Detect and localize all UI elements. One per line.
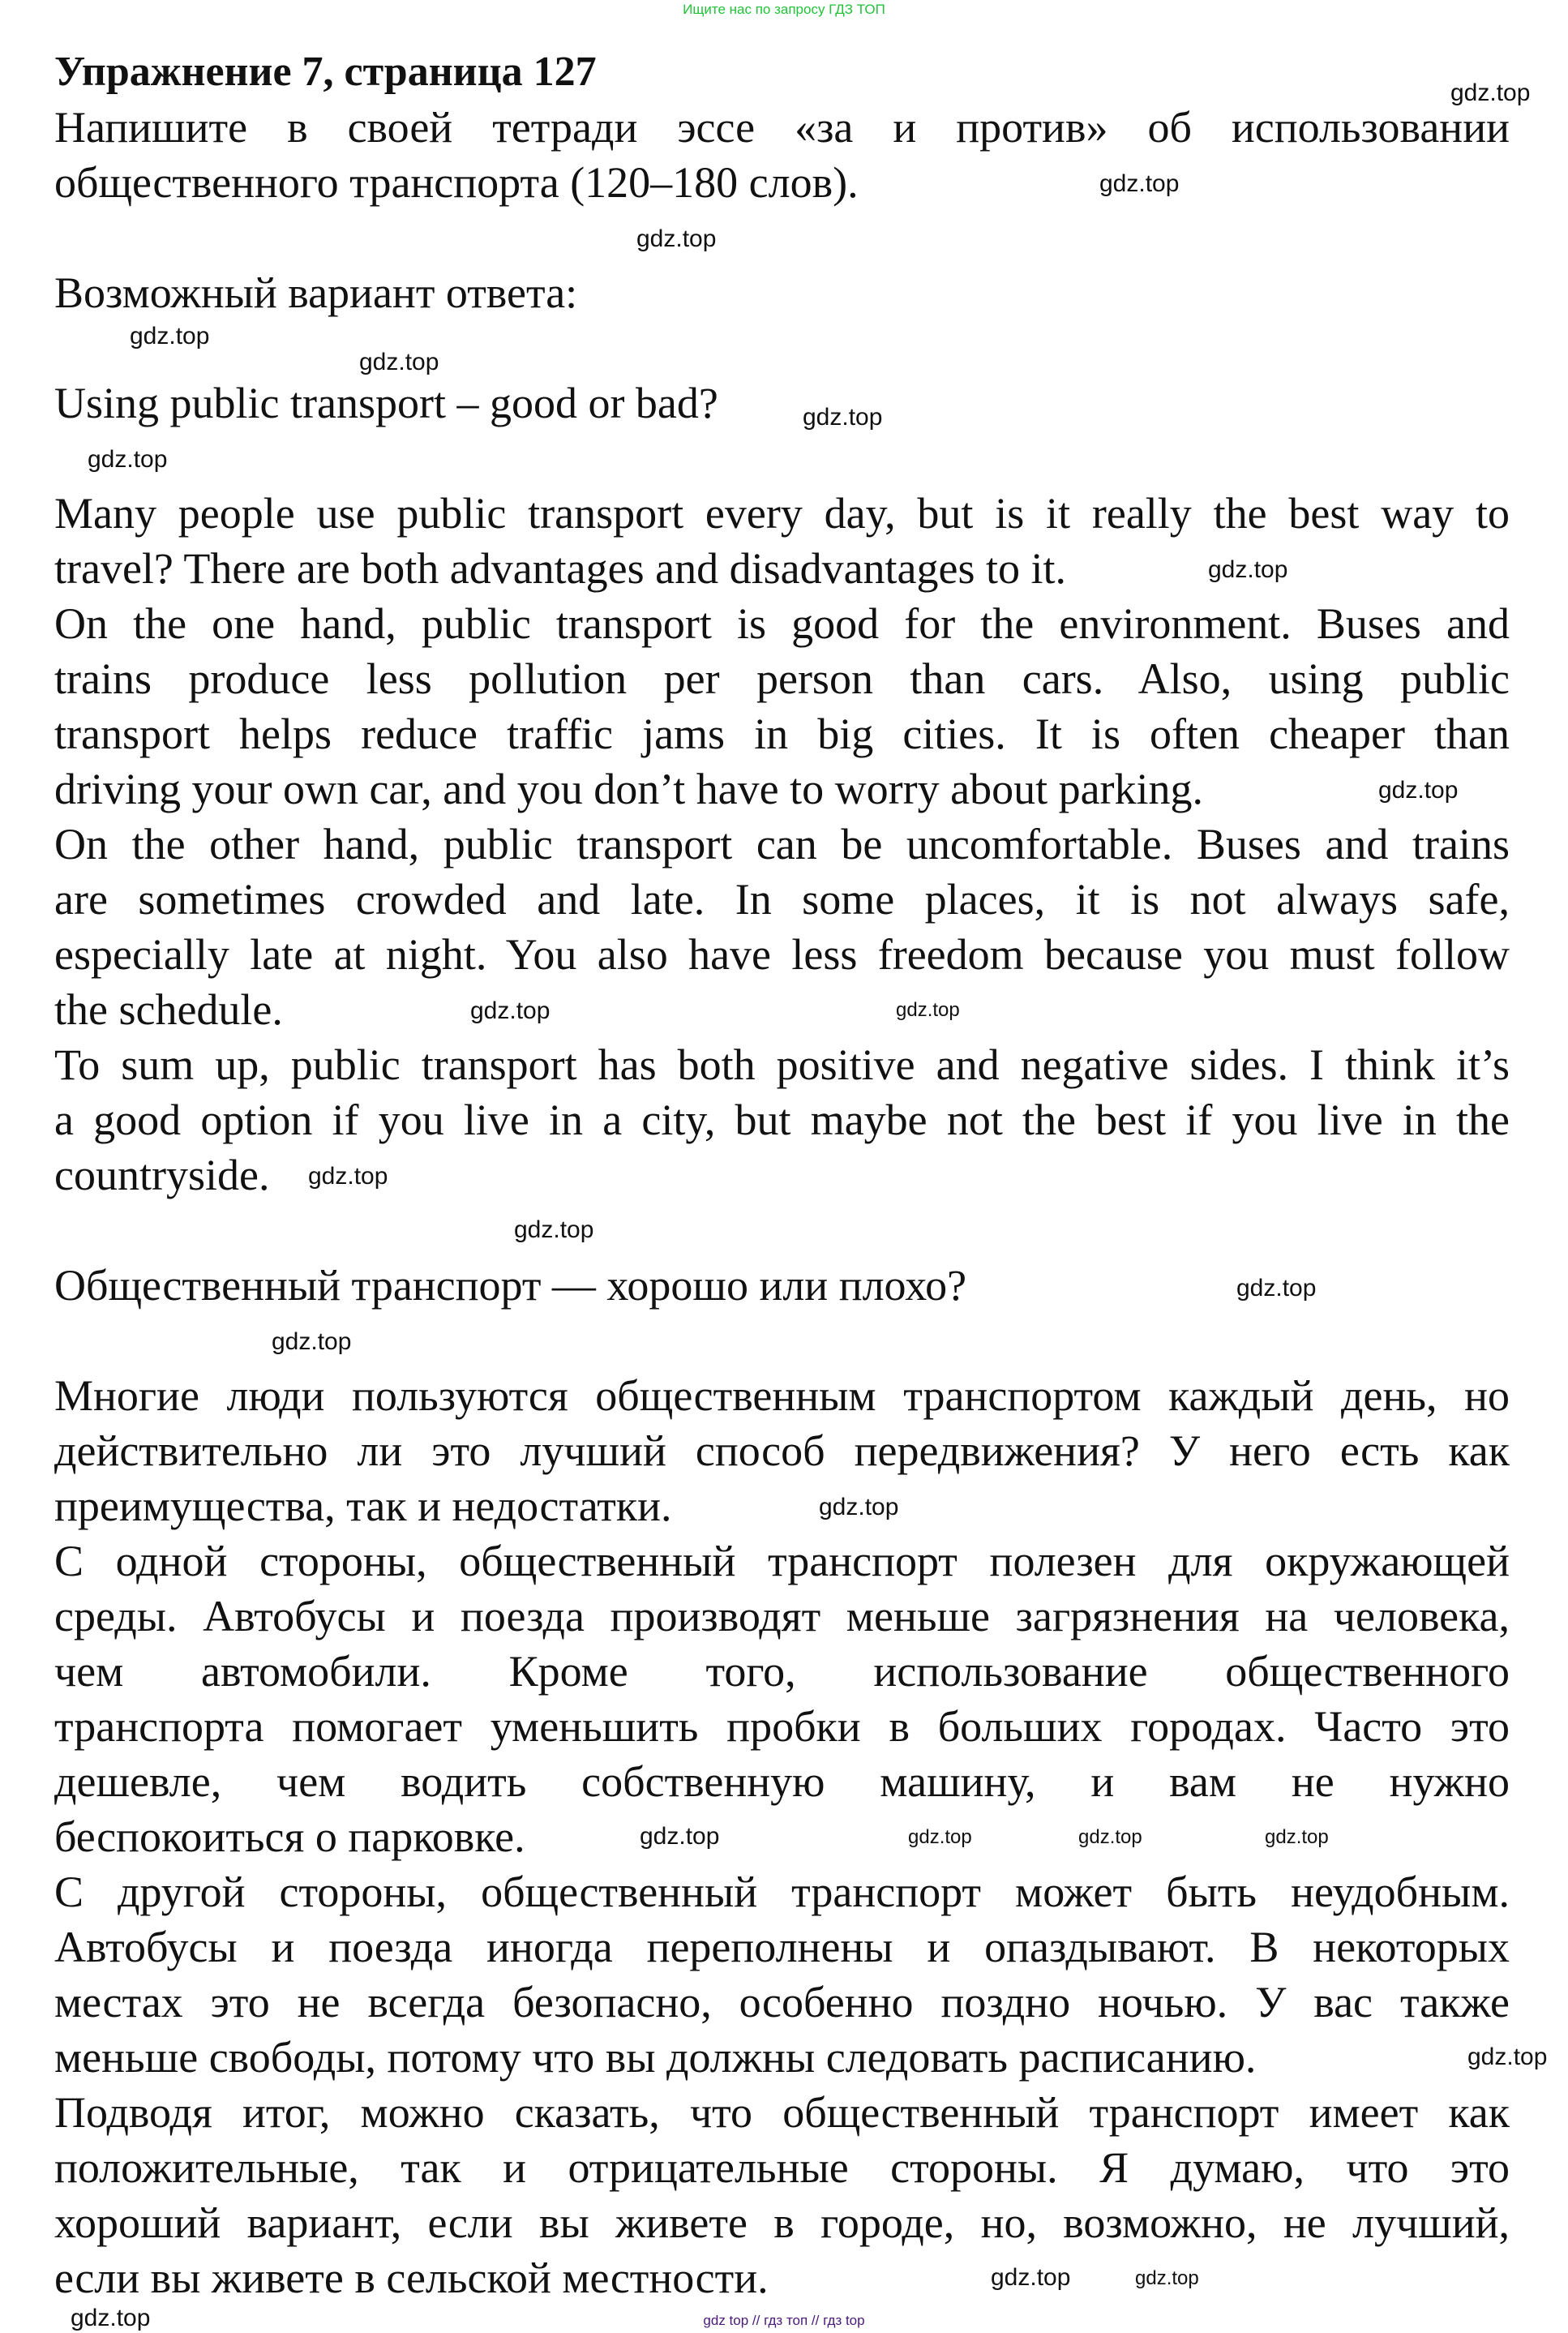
text-line: On the one hand, public transport is good for the environment. Buses and — [54, 599, 1510, 648]
watermark-text: gdz.top — [1208, 556, 1288, 583]
document-body — [54, 45, 1510, 2305]
text-line: действительно ли это лучший способ передвижения? У него есть как — [54, 1426, 1510, 1475]
page-title: Упражнение 7, страница 127 — [54, 49, 597, 95]
task-line: Напишите в своей тетради эссе «за и против» об использовании — [54, 103, 1510, 152]
english-heading: Using public transport – good or bad? — [54, 379, 718, 427]
watermark-text: gdz.top — [908, 1826, 972, 1848]
watermark-text: gdz.top — [88, 446, 168, 473]
watermark-text: gdz.top — [71, 2305, 151, 2331]
essay-paragraph — [54, 2085, 1510, 2305]
essay-paragraph — [54, 1864, 1510, 2085]
essay-paragraph — [54, 486, 1510, 596]
watermark-text: gdz.top — [1135, 2267, 1199, 2289]
watermark-text: gdz.top — [991, 2264, 1071, 2291]
text-line: чем автомобили. Кроме того, использование общественного — [54, 1647, 1510, 1696]
watermark-text: gdz.top — [1450, 79, 1531, 106]
watermark-text: gdz.top — [1467, 2044, 1548, 2070]
watermark-text: gdz.top — [514, 1216, 594, 1243]
text-line: Подводя итог, можно сказать, что общественный транспорт имеет как — [54, 2088, 1510, 2137]
watermark-text: gdz.top — [636, 225, 717, 252]
text-line: On the other hand, public transport can be uncomfortable. Buses and trains — [54, 820, 1510, 868]
text-line: дешевле, чем водить собственную машину, и вам не нужно — [54, 1757, 1510, 1806]
text-line: хороший вариант, если вы живете в городе, но, возможно, не лучший, — [54, 2198, 1510, 2247]
watermark-text: gdz.top — [1078, 1826, 1142, 1848]
text-line: To sum up, public transport has both positive and negative sides. I think it’s — [54, 1040, 1510, 1089]
watermark-text: gdz.top — [1378, 777, 1459, 804]
watermark-text: gdz.top — [308, 1163, 388, 1190]
answer-label: Возможный вариант ответа: — [54, 268, 578, 317]
text-line: меньше свободы, потому что вы должны следовать расписанию. — [54, 2033, 1257, 2082]
text-line: a good option if you live in a city, but maybe not the best if you live in the — [54, 1096, 1510, 1144]
watermark-text: gdz.top — [272, 1328, 352, 1355]
text-line: если вы живете в сельской местности. — [54, 2254, 769, 2302]
watermark-text: gdz.top — [1265, 1826, 1329, 1848]
text-line: driving your own car, and you don’t have to worry about parking. — [54, 765, 1204, 813]
text-line: С другой стороны, общественный транспорт может быть неудобным. — [54, 1868, 1510, 1916]
text-line: travel? There are both advantages and disadvantages to it. — [54, 544, 1067, 593]
text-line: С одной стороны, общественный транспорт полезен для окружающей — [54, 1537, 1510, 1585]
watermark-text: gdz.top — [803, 404, 883, 431]
text-line: transport helps reduce traffic jams in big cities. It is often cheaper than — [54, 710, 1510, 758]
watermark-text: gdz.top — [130, 323, 210, 350]
text-line: Many people use public transport every day, but is it really the best way to — [54, 489, 1510, 538]
watermark-text: gdz.top — [1099, 170, 1180, 197]
essay-paragraph — [54, 596, 1510, 817]
text-line: местах это не всегда безопасно, особенно поздно ночью. У вас также — [54, 1978, 1510, 2026]
essay-paragraph — [54, 1037, 1510, 1203]
essay-paragraph — [54, 817, 1510, 1037]
task-line: общественного транспорта (120–180 слов). — [54, 158, 859, 207]
top-banner: Ищите нас по запросу ГДЗ ТОП — [683, 2, 885, 17]
essay-paragraph — [54, 1533, 1510, 1864]
text-line: countryside. — [54, 1151, 270, 1199]
watermark-text: gdz.top — [896, 999, 960, 1021]
watermark-text: gdz.top — [470, 997, 551, 1024]
russian-heading: Общественный транспорт — хорошо или плохо? — [54, 1261, 967, 1310]
text-line: положительные, так и отрицательные стороны. Я думаю, что это — [54, 2143, 1510, 2192]
text-line: trains produce less pollution per person than cars. Also, using public — [54, 654, 1510, 703]
text-line: are sometimes crowded and late. In some places, it is not always safe, — [54, 875, 1510, 924]
text-line: беспокоиться о парковке. — [54, 1812, 525, 1861]
bottom-banner: gdz top // гдз топ // гдз top — [703, 2313, 865, 2328]
text-line: среды. Автобусы и поезда производят меньше загрязнения на человека, — [54, 1592, 1510, 1640]
english-essay — [54, 486, 1510, 1203]
text-line: преимущества, так и недостатки. — [54, 1482, 672, 1530]
watermark-text: gdz.top — [819, 1494, 899, 1520]
essay-paragraph — [54, 1368, 1510, 1533]
text-line: especially late at night. You also have less freedom because you must follow — [54, 930, 1510, 979]
watermark-text: gdz.top — [640, 1823, 720, 1850]
watermark-text: gdz.top — [1236, 1275, 1317, 1302]
watermark-text: gdz.top — [359, 349, 439, 375]
text-line: the schedule. — [54, 985, 283, 1034]
text-line: транспорта помогает уменьшить пробки в больших городах. Часто это — [54, 1702, 1510, 1751]
text-line: Многие люди пользуются общественным транспортом каждый день, но — [54, 1371, 1510, 1420]
text-line: Автобусы и поезда иногда переполнены и опаздывают. В некоторых — [54, 1923, 1510, 1971]
